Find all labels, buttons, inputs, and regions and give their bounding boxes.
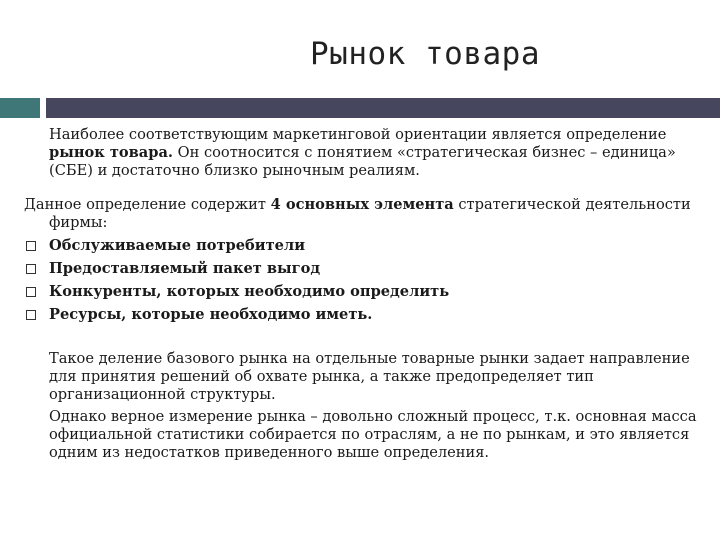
square-bullet-icon xyxy=(26,287,36,297)
paragraph-text: стратегической деятельности фирмы: xyxy=(49,196,691,231)
square-bullet-icon xyxy=(26,310,36,320)
emphasis-text: рынок товара. xyxy=(49,144,173,161)
paragraph-text: Он соотносится с понятием «стратегическая бизнес – единица» (СБЕ) и достаточно близко рыночным реалиям. xyxy=(49,144,676,179)
element-list xyxy=(24,234,704,326)
accent-bar-left xyxy=(0,98,40,118)
paragraph-definition xyxy=(24,126,704,180)
list-item-text: Ресурсы, которые необходимо иметь. xyxy=(49,306,373,323)
list-item xyxy=(24,234,704,257)
list-item xyxy=(24,257,704,280)
list-item-text: Конкуренты, которых необходимо определить xyxy=(49,283,450,300)
emphasis-text: 4 основных элемента xyxy=(270,196,454,213)
paragraph-division: Такое деление базового рынка на отдельные товарные рынки задает направление для принятия решений об охвате рынка, а также предопределяет тип организационной структуры. xyxy=(49,350,690,403)
paragraph-elements xyxy=(24,196,704,232)
accent-bar-main xyxy=(46,98,720,118)
list-item xyxy=(24,280,704,303)
list-item-text: Обслуживаемые потребители xyxy=(49,237,306,254)
slide-content xyxy=(24,126,704,462)
slide-title: Рынок товара xyxy=(310,36,540,72)
paragraph-measurement: Однако верное измерение рынка – довольно сложный процесс, т.к. основная масса официальной статистики собирается по отраслям, а не по рынкам, и это является одним из недостатков приведенного выше определения. xyxy=(49,408,697,461)
square-bullet-icon xyxy=(26,241,36,251)
list-item-text: Предоставляемый пакет выгод xyxy=(49,260,321,277)
paragraph-text: Данное определение содержит xyxy=(24,196,271,213)
square-bullet-icon xyxy=(26,264,36,274)
list-item xyxy=(24,303,704,326)
paragraph-text: Наиболее соответствующим маркетинговой ориентации является определение xyxy=(49,126,667,143)
